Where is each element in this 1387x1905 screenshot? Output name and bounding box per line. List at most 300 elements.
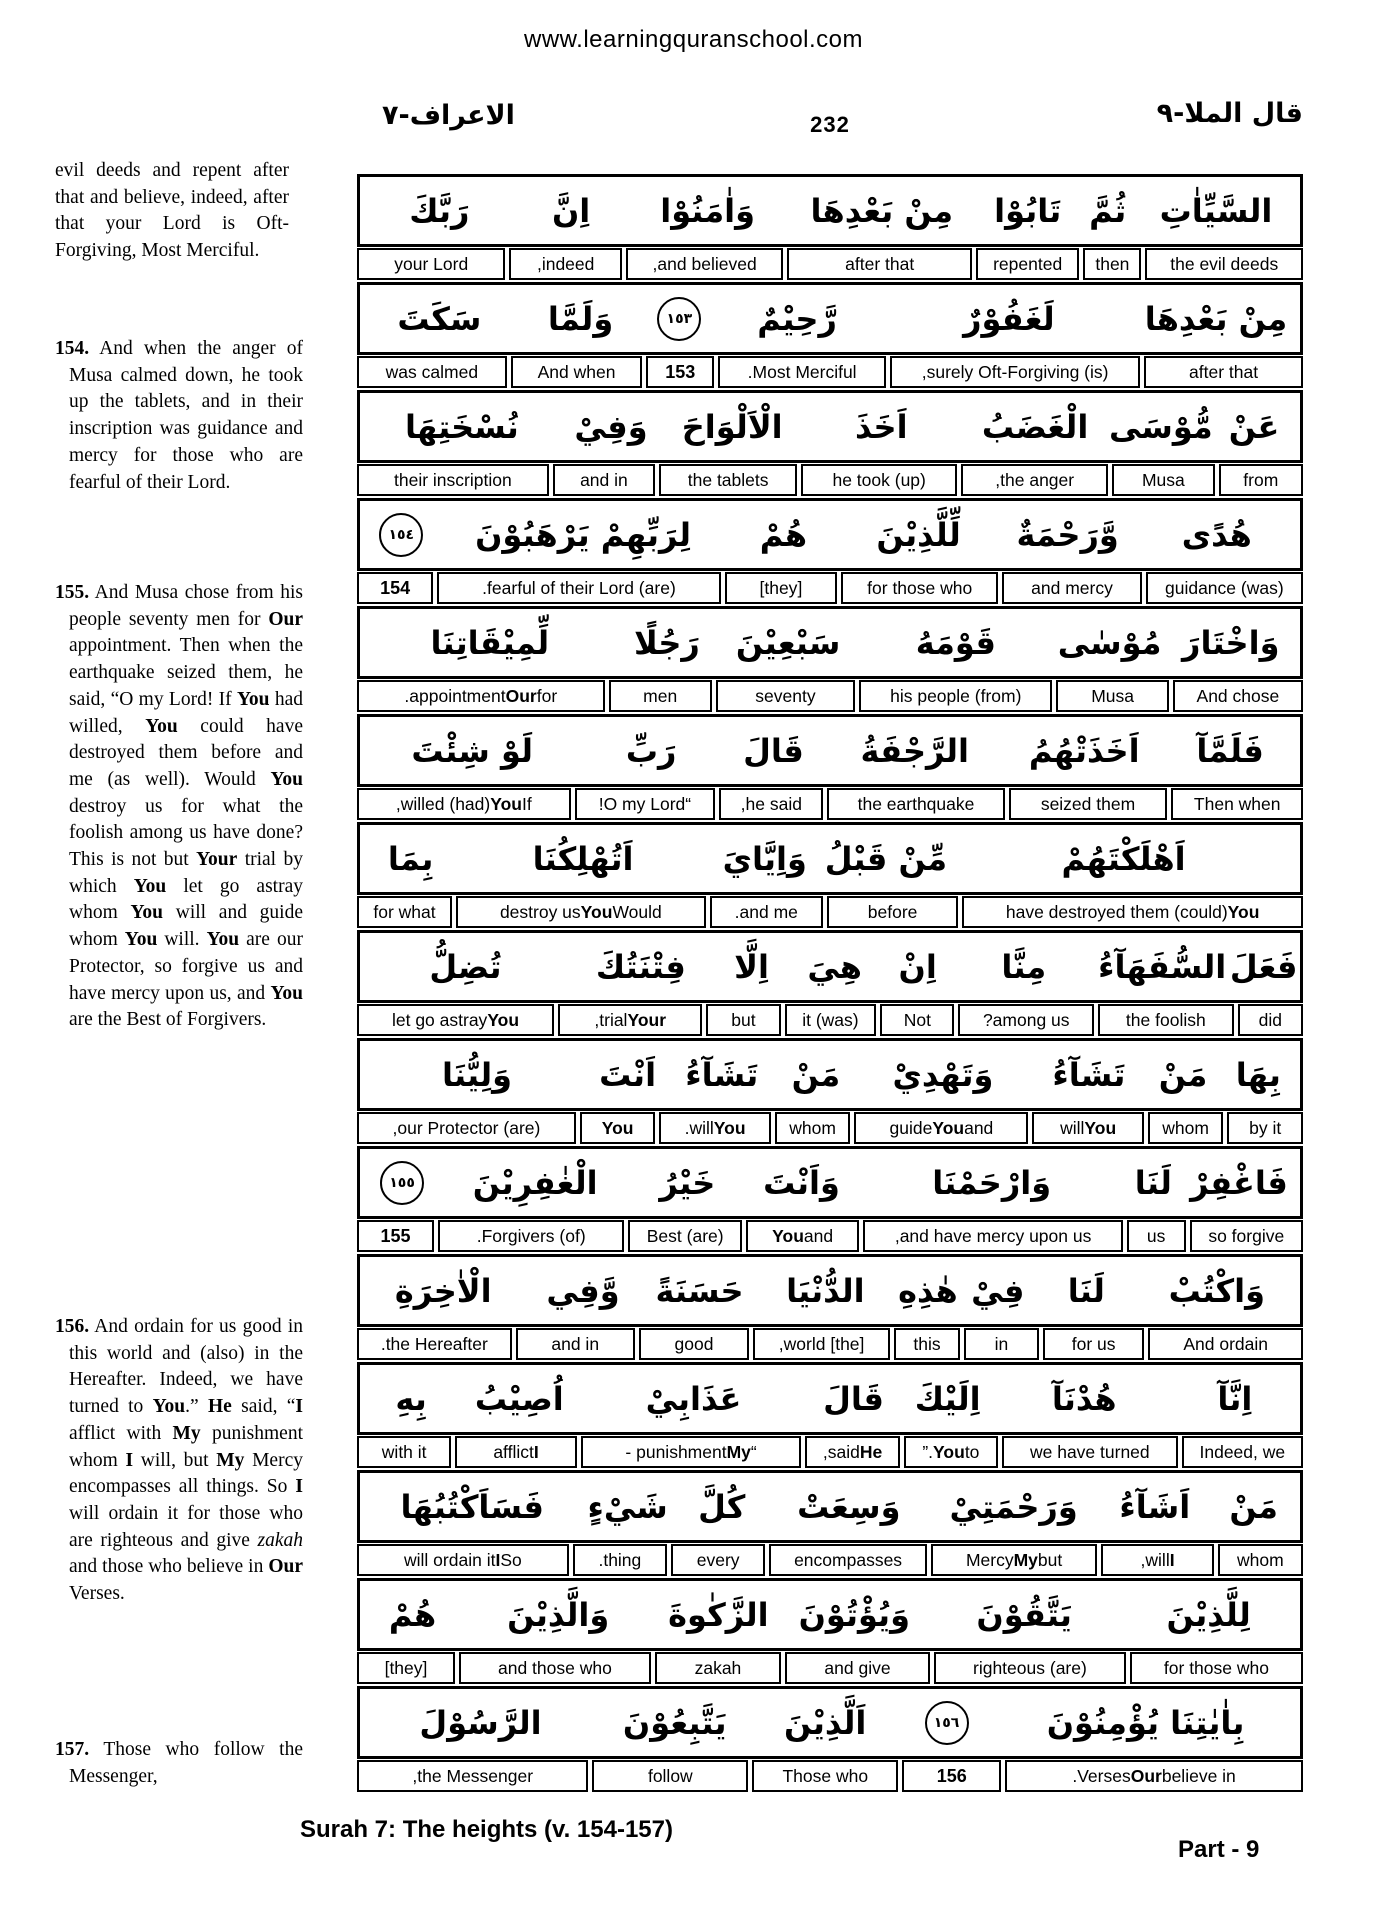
arabic-word: الْاَلْوَاحَ [681,407,783,446]
translation-cell: whom [775,1112,851,1144]
verse-number-cell: 153 [646,356,714,388]
arabic-line [357,606,1303,679]
translation-line [357,788,1303,820]
translation-cell: “ My punishment - [581,1436,802,1468]
translation-cell: and give [785,1652,930,1684]
arabic-word-cell [522,1271,643,1310]
translation-cell: (are) righteous [934,1652,1126,1684]
translation-cell: and You guide [854,1112,1028,1144]
translation-cell: and me. [710,896,823,928]
arabic-word-cell [364,947,567,986]
arabic-word: اِنَّ [551,191,591,230]
arabic-word-cell [722,731,826,770]
arabic-line [357,1254,1303,1327]
translation-cell: (was) guidance [1146,572,1303,604]
translation-cell: [they] [725,572,837,604]
verse-row [357,1362,1303,1468]
translation-cell: “O my Lord! [575,788,716,820]
arabic-word: رَّحِيْمٌ [757,299,837,338]
translation-cell: in [964,1328,1039,1360]
arabic-word: فَاغْفِرْ [1190,1163,1288,1202]
translation-cell: You [580,1112,656,1144]
translation-cell: (of) Forgivers. [438,1220,624,1252]
arabic-word-cell [646,297,712,341]
part-number-label: Part - 9 [1178,1836,1260,1863]
arabic-word-cell [1166,623,1296,662]
translation-cell: from [1219,464,1303,496]
arabic-word-cell [581,1379,807,1418]
arabic-line [357,1686,1303,1759]
arabic-word: اُصِيْبُ [474,1379,564,1418]
arabic-word-cell [769,1487,929,1526]
arabic-word: فِتْنَتُكَ [595,947,686,986]
translation-cell: You will [1032,1112,1143,1144]
arabic-word: عَنْ [1228,407,1280,446]
translation-paragraph-156: 156. And ordain for us good in this world and (also) in the Hereafter. Indeed, we have turned to You.” He said, “I afflict with My punishment whom I will, but My Mercy encompasses all things. So I will ordain it for those who are righteous and give zakah and those who believe in Our Verses. [55,1316,304,1605]
arabic-word-cell [881,947,955,986]
arabic-word: وَاٰمَنُوْا [660,191,755,230]
arabic-word: هُمْ [759,515,808,554]
translation-line [357,1220,1303,1252]
translation-cell: Not [880,1004,954,1036]
arabic-word-cell [1121,1595,1296,1634]
translation-cell: before [827,896,958,928]
verse-row [357,1038,1303,1144]
arabic-word-cell [1138,1271,1296,1310]
arabic-word: لِلَّذِيْنَ [1166,1595,1251,1634]
arabic-word-cell [597,1703,752,1742]
verse-row [357,282,1303,388]
arabic-word: هِيَ [807,947,862,986]
arabic-line [357,390,1303,463]
arabic-word-cell [825,731,1004,770]
arabic-word: وَسِعَتْ [797,1487,901,1526]
translation-cell: and in [516,1328,635,1360]
arabic-word: مُوْسٰى [1057,623,1162,662]
arabic-word: هُدْنَآ [1051,1379,1117,1418]
arabic-word-cell [364,1379,458,1418]
arabic-word: مِنَّا [1001,947,1047,986]
arabic-word: وَارْحَمْنَا [932,1163,1052,1202]
arabic-word: اَنْتَ [599,1055,657,1094]
arabic-word: وَّفِي [546,1271,620,1310]
translation-cell: then [1083,248,1141,280]
arabic-word: الرَّسُوْلَ [419,1703,542,1742]
translation-cell: with it [357,1436,451,1468]
arabic-word: وَاكْتُبْ [1168,1271,1265,1310]
translation-cell: If You (had) willed, [357,788,571,820]
arabic-word-cell [718,623,858,662]
arabic-line [357,1362,1303,1435]
arabic-word-cell [458,1379,580,1418]
translation-cell: was calmed [357,356,507,388]
translation-cell: (are) fearful of their Lord. [437,572,721,604]
arabic-word: وَاِيَّايَ [722,839,807,878]
translation-cell: You (could) have destroyed them [962,896,1303,928]
translation-cell: zakah [655,1652,781,1684]
arabic-word: هٰذِهِ [898,1271,958,1310]
arabic-word: وَفِيْ [574,407,648,446]
arabic-word: بِمَا [387,839,434,878]
arabic-word-cell [630,1163,744,1202]
arabic-word: خَيْرُ [659,1163,716,1202]
arabic-line [357,498,1303,571]
translation-cell: he took (up) [801,464,957,496]
arabic-word: شَيْءٍ [587,1487,668,1526]
verse-row [357,606,1303,712]
arabic-word-cell [440,1163,630,1202]
arabic-word-cell [960,1271,1035,1310]
arabic-word: تَشَآءُ [1052,1055,1126,1094]
translation-cell: every [671,1544,765,1576]
arabic-word-cell [821,839,951,878]
arabic-word-cell [515,191,628,230]
arabic-word: قَالَ [743,731,804,770]
arabic-word: بِهِ [395,1379,427,1418]
arabic-word-cell [995,1703,1296,1742]
arabic-word: بِاٰيٰتِنَا يُؤْمِنُوْنَ [1046,1703,1245,1742]
translation-cell: the evil deeds [1145,248,1303,280]
translation-cell: the Hereafter. [357,1328,512,1360]
arabic-word: لِرَبِّهِمْ يَرْهَبُوْنَ [475,515,691,554]
translation-cell: thing. [573,1544,667,1576]
translation-line [357,1436,1303,1468]
arabic-word-cell [675,1487,769,1526]
arabic-line [357,714,1303,787]
juz-title-arabic: قال الملا-٩ [1156,98,1303,129]
arabic-word: تَابُوْا [994,191,1062,230]
translation-cell: And ordain [1148,1328,1303,1360]
translation-cell: And when [511,356,643,388]
arabic-word: سَكَتَ [397,299,482,338]
arabic-word: الرَّجْفَةُ [860,731,969,770]
translation-paragraph: evil deeds and repent after that and believe, indeed, after that your Lord is Oft-Forgiving, Most Merciful. [55,160,289,262]
translation-cell: for Our appointment. [357,680,605,712]
arabic-word: رَجُلًا [634,623,700,662]
arabic-word-cell [1164,731,1296,770]
arabic-word-cell [364,731,581,770]
translation-line [357,896,1303,928]
arabic-word: فَسَاَكْتُبُهَا [400,1487,544,1526]
translation-cell: encompasses [769,1544,927,1576]
arabic-word-cell [976,191,1080,230]
translation-cell: (from) his people [859,680,1052,712]
arabic-word-cell [806,1379,900,1418]
arabic-word-cell [581,731,722,770]
arabic-word-cell [457,839,709,878]
arabic-word: وَالَّذِيْنَ [507,1595,610,1634]
ayah-end-medallion: ١٥٦ [925,1701,969,1745]
arabic-word: وَلِيُّنَا [441,1055,512,1094]
translation-cell: for those who [1130,1652,1303,1684]
arabic-word: لَوْ شِئْتَ [411,731,534,770]
translation-cell: Would You destroy us [456,896,706,928]
arabic-line [357,930,1303,1003]
arabic-word-cell [364,1487,581,1526]
translation-cell: to You .” [904,1436,998,1468]
arabic-word: فَلَمَّآ [1196,731,1264,770]
arabic-word-cell [778,1055,853,1094]
arabic-word: الْاٰخِرَةِ [394,1271,492,1310]
translation-cell: did [1238,1004,1303,1036]
arabic-word-cell [929,1487,1098,1526]
arabic-word-cell [1221,1055,1296,1094]
arabic-word-cell [616,623,719,662]
translation-cell: Those who [752,1760,898,1792]
translation-cell: (is) surely Oft-Forgiving, [890,356,1140,388]
arabic-word-cell [951,839,1296,878]
arabic-word-cell [1109,407,1213,446]
translation-cell: I will, [1101,1544,1213,1576]
arabic-word-cell [364,623,616,662]
arabic-line [357,174,1303,247]
ayah-end-medallion: ١٥٤ [379,513,423,557]
arabic-word: اَخَذَتْهُمُ [1028,731,1140,770]
arabic-word: يَتَّقُوْنَ [976,1595,1072,1634]
arabic-word-cell [1145,1055,1220,1094]
ayah-end-medallion: ١٥٥ [380,1161,424,1205]
arabic-line [357,1578,1303,1651]
translation-cell: [the] world, [753,1328,890,1360]
arabic-word-cell [364,299,515,338]
verse-row [357,1578,1303,1684]
arabic-word-cell [1032,1055,1145,1094]
arabic-word-cell [515,299,647,338]
arabic-word-cell [1182,1163,1296,1202]
translation-cell: Musa [1112,464,1214,496]
translation-line [357,464,1303,496]
verse-row [357,930,1303,1036]
arabic-word-cell [364,1703,597,1742]
arabic-word: ثُمَّ [1089,191,1127,230]
arabic-word-cell [461,1595,655,1634]
arabic-line [357,1038,1303,1111]
arabic-word-cell [364,1595,461,1634]
translation-line [357,1544,1303,1576]
translation-cell: Indeed, we [1182,1436,1303,1468]
arabic-word: لَنَا [1134,1163,1172,1202]
translation-cell: men [609,680,712,712]
arabic-word: لَنَا [1067,1271,1105,1310]
arabic-word-cell [364,839,457,878]
ayah-end-medallion: ١٥٣ [657,297,701,341]
arabic-word-cell [581,1487,675,1526]
arabic-word: بِهَا [1235,1055,1281,1094]
translation-cell: (are) Best [628,1220,741,1252]
translation-cell: So I will ordain it [357,1544,569,1576]
translation-cell: among us? [958,1004,1094,1036]
translation-cell: and mercy [1002,572,1141,604]
translation-cell: for what [357,896,452,928]
arabic-word-cell [744,1163,858,1202]
arabic-word: هُدًى [1181,515,1252,554]
arabic-word-cell [859,1163,1125,1202]
translation-cell: You let go astray [357,1004,554,1036]
translation-cell: after that [1144,356,1303,388]
translation-line [357,1652,1303,1684]
arabic-word: الْغَضَبُ [981,407,1089,446]
verse-row [357,1686,1303,1792]
arabic-word-cell [628,191,788,230]
translation-cell: your Lord [357,248,505,280]
arabic-word: السُّفَهَآءُ [1098,947,1227,986]
translation-cell: the anger, [961,464,1108,496]
arabic-word: قَالَ [823,1379,884,1418]
arabic-word-cell [662,407,802,446]
translation-cell: seized them [1009,788,1168,820]
translation-cell: we have turned [1002,1436,1178,1468]
verse-row [357,1254,1303,1360]
verse-number-cell: 156 [902,1760,1001,1792]
translation-cell: the earthquake [827,788,1004,820]
verse-row [357,1470,1303,1576]
translation-cell: whom [1218,1544,1303,1576]
arabic-word: الدُّنْيَا [786,1271,865,1310]
arabic-word-cell [960,407,1109,446]
translation-cell: and in [553,464,655,496]
translation-cell: but [706,1004,780,1036]
arabic-word-cell [590,1055,665,1094]
arabic-word: نُسْخَتِهَا [404,407,519,446]
translation-cell: so forgive [1190,1220,1303,1252]
translation-cell: and You [746,1220,859,1252]
arabic-word: اَهْلَكْتَهُمْ [1061,839,1186,878]
arabic-word-cell [1174,1379,1296,1418]
arabic-word-cell [995,1379,1174,1418]
verse-row [357,1146,1303,1252]
arabic-word-cell [788,947,880,986]
translation-line [357,1760,1303,1792]
arabic-word-cell [752,1703,898,1742]
translation-cell: for us [1043,1328,1144,1360]
arabic-word-cell [439,515,728,554]
arabic-word: مَنْ [1229,1487,1278,1526]
arabic-word: الزَّكٰوةَ [668,1595,769,1634]
arabic-word-cell [727,515,839,554]
translation-cell: Most Merciful. [718,356,886,388]
arabic-word-cell [364,1055,590,1094]
translation-cell: (are) our Protector, [357,1112,576,1144]
arabic-word-cell [1138,515,1296,554]
arabic-word: كُلَّ [698,1487,746,1526]
arabic-word: مَنْ [1158,1055,1208,1094]
verse-row [357,498,1303,604]
arabic-word-cell [1229,947,1298,986]
translation-cell: this [894,1328,960,1360]
arabic-word-cell [712,299,881,338]
arabic-word: وَرَحْمَتِيْ [949,1487,1078,1526]
translation-cell: the foolish [1098,1004,1234,1036]
arabic-word-cell [755,1271,895,1310]
arabic-word-cell [1211,1487,1296,1526]
translation-cell: and believed, [626,248,784,280]
arabic-word-cell [901,1379,995,1418]
surah-footer-label: Surah 7: The heights (v. 154-157) [300,1816,673,1843]
arabic-word-cell [665,1055,778,1094]
arabic-word-cell [955,947,1093,986]
arabic-word: وَّرَحْمَةٌ [1016,515,1119,554]
arabic-word: فِيْ [971,1271,1025,1310]
verse-number-cell: 154 [357,572,433,604]
arabic-word: سَبْعِيْنَ [735,623,841,662]
arabic-word: اِنَّآ [1217,1379,1253,1418]
arabic-word-cell [898,1701,995,1745]
translation-cell: and have mercy upon us, [863,1220,1122,1252]
arabic-word-cell [1098,1487,1211,1526]
arabic-word: يَتَّبِعُوْنَ [622,1703,727,1742]
arabic-word-cell [781,1595,927,1634]
arabic-word-cell [1054,623,1166,662]
arabic-word: اِلَّا [734,947,769,986]
arabic-word-cell [927,1595,1121,1634]
translation-cell: Then when [1171,788,1303,820]
translation-line [357,356,1303,388]
arabic-word: تُضِلُّ [429,947,502,986]
translation-paragraph-157: 157. Those who follow the Messenger, [55,1739,303,1787]
translation-paragraph-154: 154. And when the anger of Musa calmed down, he took up the tablets, and in their inscription was guidance and mercy for those who are fearful of their Lord. [55,338,303,493]
translation-cell: repented [976,248,1079,280]
arabic-word: وَاخْتَارَ [1182,623,1280,662]
arabic-word: مِنْ بَعْدِهَا [810,191,954,230]
arabic-word-cell [364,1161,440,1205]
translation-cell: follow [592,1760,748,1792]
arabic-word: مَنْ [791,1055,841,1094]
verse-row [357,714,1303,820]
translation-cell: it (was) [785,1004,877,1036]
verse-row [357,174,1303,280]
arabic-word-cell [364,1271,522,1310]
word-by-word-grid [357,174,1303,1794]
arabic-word-cell [858,623,1054,662]
arabic-word: اَخَذَ [855,407,908,446]
translation-cell: I afflict [455,1436,576,1468]
arabic-word-cell [709,839,821,878]
arabic-word-cell [839,515,997,554]
arabic-word: رَبَّكَ [409,191,470,230]
arabic-word: لَغَفُوْرٌ [963,299,1055,338]
arabic-word-cell [1079,191,1135,230]
arabic-word: لِّمِيْقَاتِنَا [430,623,550,662]
verse-number-cell: 155 [357,1220,434,1252]
arabic-word-cell [560,407,663,446]
arabic-word: اِلَيْكَ [914,1379,981,1418]
arabic-word-cell [1004,731,1164,770]
arabic-word-cell [1136,299,1296,338]
arabic-word-cell [655,1595,781,1634]
arabic-word: الْغٰفِرِيْنَ [472,1163,598,1202]
arabic-word: لِّلَّذِيْنَ [876,515,961,554]
arabic-word: وَتَهْدِيْ [892,1055,994,1094]
translation-cell: but My Mercy [931,1544,1098,1576]
arabic-word-cell [998,515,1138,554]
arabic-word-cell [567,947,715,986]
arabic-word-cell [788,191,976,230]
arabic-word-cell [644,1271,756,1310]
translation-cell: he said, [719,788,823,820]
arabic-word-cell [1035,1271,1138,1310]
arabic-word: مِّنْ قَبْلُ [824,839,948,878]
arabic-word: فَعَلَ [1229,947,1298,986]
translation-paragraph-155: 155. And Musa chose from his people seventy men for Our appointment. Then when the earthquake seized them, he said, “O my Lord! If You had willed, You could have destroyed them before and me (as well). Would You destroy us for what the foolish among us have done? This is not but Your trial by which You let go astray whom You will and guide whom You will. You are our Protector, so forgive us and have mercy upon us, and You are the Best of Forgivers. [55,582,304,1031]
translation-cell: He said, [805,1436,899,1468]
translation-line [357,248,1303,280]
translation-cell: their inscription [357,464,549,496]
website-url: www.learningquranschool.com [524,26,863,53]
arabic-word-cell [364,513,439,557]
arabic-word: حَسَنَةً [655,1271,744,1310]
arabic-word: رَبِّ [625,731,677,770]
arabic-word-cell [895,1271,960,1310]
